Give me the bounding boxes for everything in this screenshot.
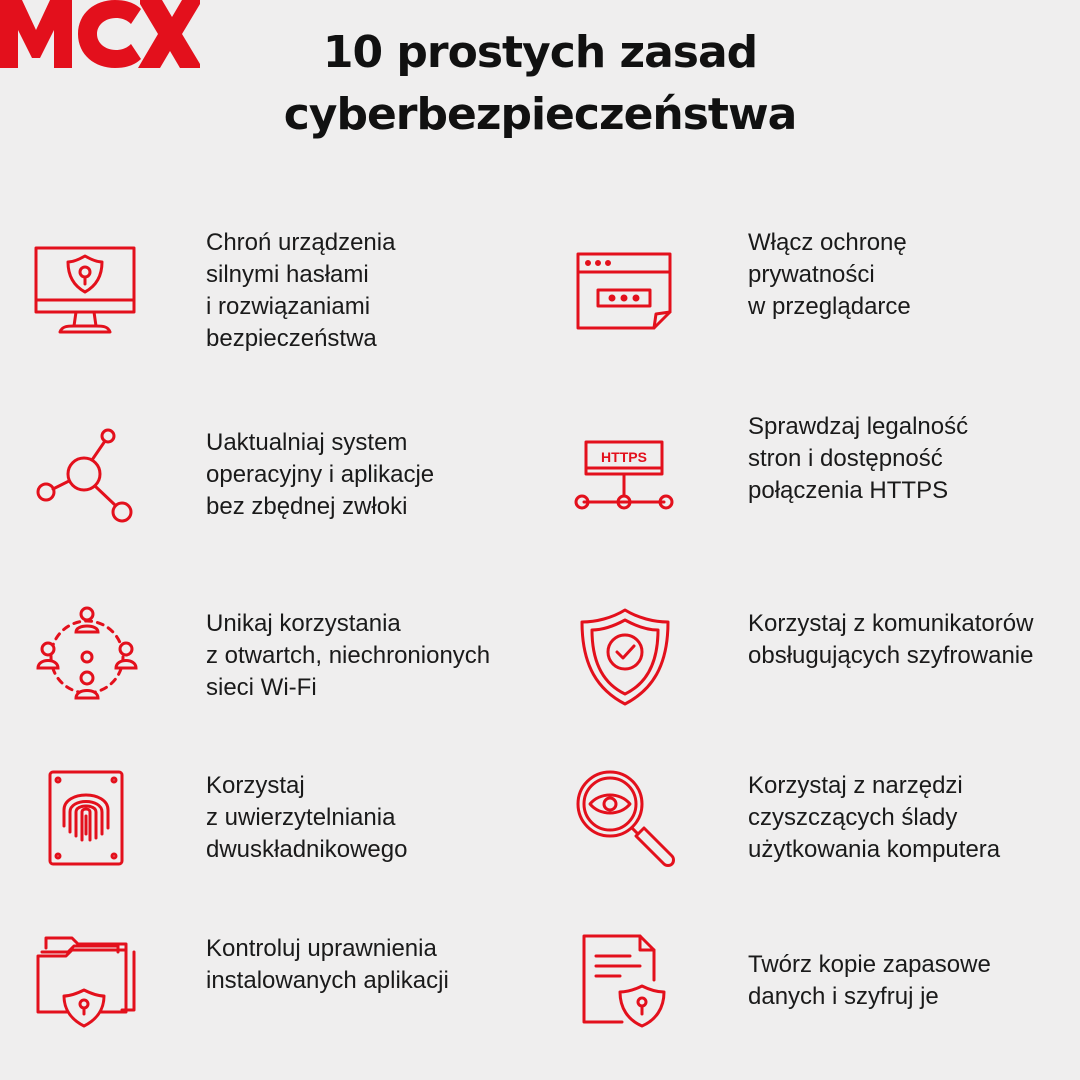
- rule-text-line: prywatności: [748, 261, 875, 288]
- rule-text-line: Korzystaj z komunikatorów: [748, 610, 1034, 637]
- rule-text-line: sieci Wi-Fi: [206, 674, 317, 701]
- rule-text-line: stron i dostępność: [748, 445, 943, 472]
- page-title-line-1: 10 prostych zasad: [322, 27, 758, 78]
- rule-text-line: Korzystaj: [206, 772, 305, 799]
- rule-text-line: z otwartch, niechronionych: [206, 642, 491, 669]
- browser-password-icon: [574, 250, 674, 334]
- https-label: HTTPS: [601, 449, 647, 465]
- rule-text-line: danych i szyfruj je: [748, 983, 939, 1010]
- rule-text-line: silnymi hasłami: [206, 261, 369, 288]
- rule-text-line: połączenia HTTPS: [748, 477, 949, 504]
- shield-check-icon: [578, 606, 672, 706]
- rule-text-line: Włącz ochronę: [748, 229, 907, 256]
- rule-text-line: bez zbędnej zwłoki: [206, 493, 408, 520]
- page-title-line-2: cyberbezpieczeństwa: [283, 89, 797, 140]
- rule-text-line: Uaktualniaj system: [206, 429, 408, 456]
- rule-text-line: Unikaj korzystania: [206, 610, 401, 637]
- rule-text-line: i rozwiązaniami: [206, 293, 371, 320]
- rule-text-line: operacyjny i aplikacje: [206, 461, 435, 488]
- folder-shield-icon: [34, 934, 136, 1028]
- rule-text-line: z uwierzytelniania: [206, 804, 396, 831]
- document-shield-icon: [580, 932, 670, 1030]
- monitor-shield-lock-icon: [32, 242, 138, 338]
- rule-text-line: Sprawdzaj legalność: [748, 413, 969, 440]
- rule-text-line: w przeglądarce: [748, 293, 911, 320]
- rule-text-line: bezpieczeństwa: [206, 325, 377, 352]
- rule-text-line: użytkowania komputera: [748, 836, 1001, 863]
- rule-text-line: Chroń urządzenia: [206, 229, 396, 256]
- rule-text-line: dwuskładnikowego: [206, 836, 408, 863]
- rule-text-line: Korzystaj z narzędzi: [748, 772, 963, 799]
- network-nodes-icon: [34, 426, 138, 530]
- magnifier-eye-icon: [574, 768, 676, 870]
- rule-text-line: czyszczących ślady: [748, 804, 958, 831]
- rule-text-line: instalowanych aplikacji: [206, 967, 449, 994]
- rule-text-line: Twórz kopie zapasowe: [748, 951, 991, 978]
- https-network-icon: [574, 440, 678, 514]
- users-network-icon: [36, 606, 138, 708]
- rule-text-line: obsługujących szyfrowanie: [748, 642, 1034, 669]
- fingerprint-device-icon: [46, 768, 126, 868]
- rule-text-line: Kontroluj uprawnienia: [206, 935, 437, 962]
